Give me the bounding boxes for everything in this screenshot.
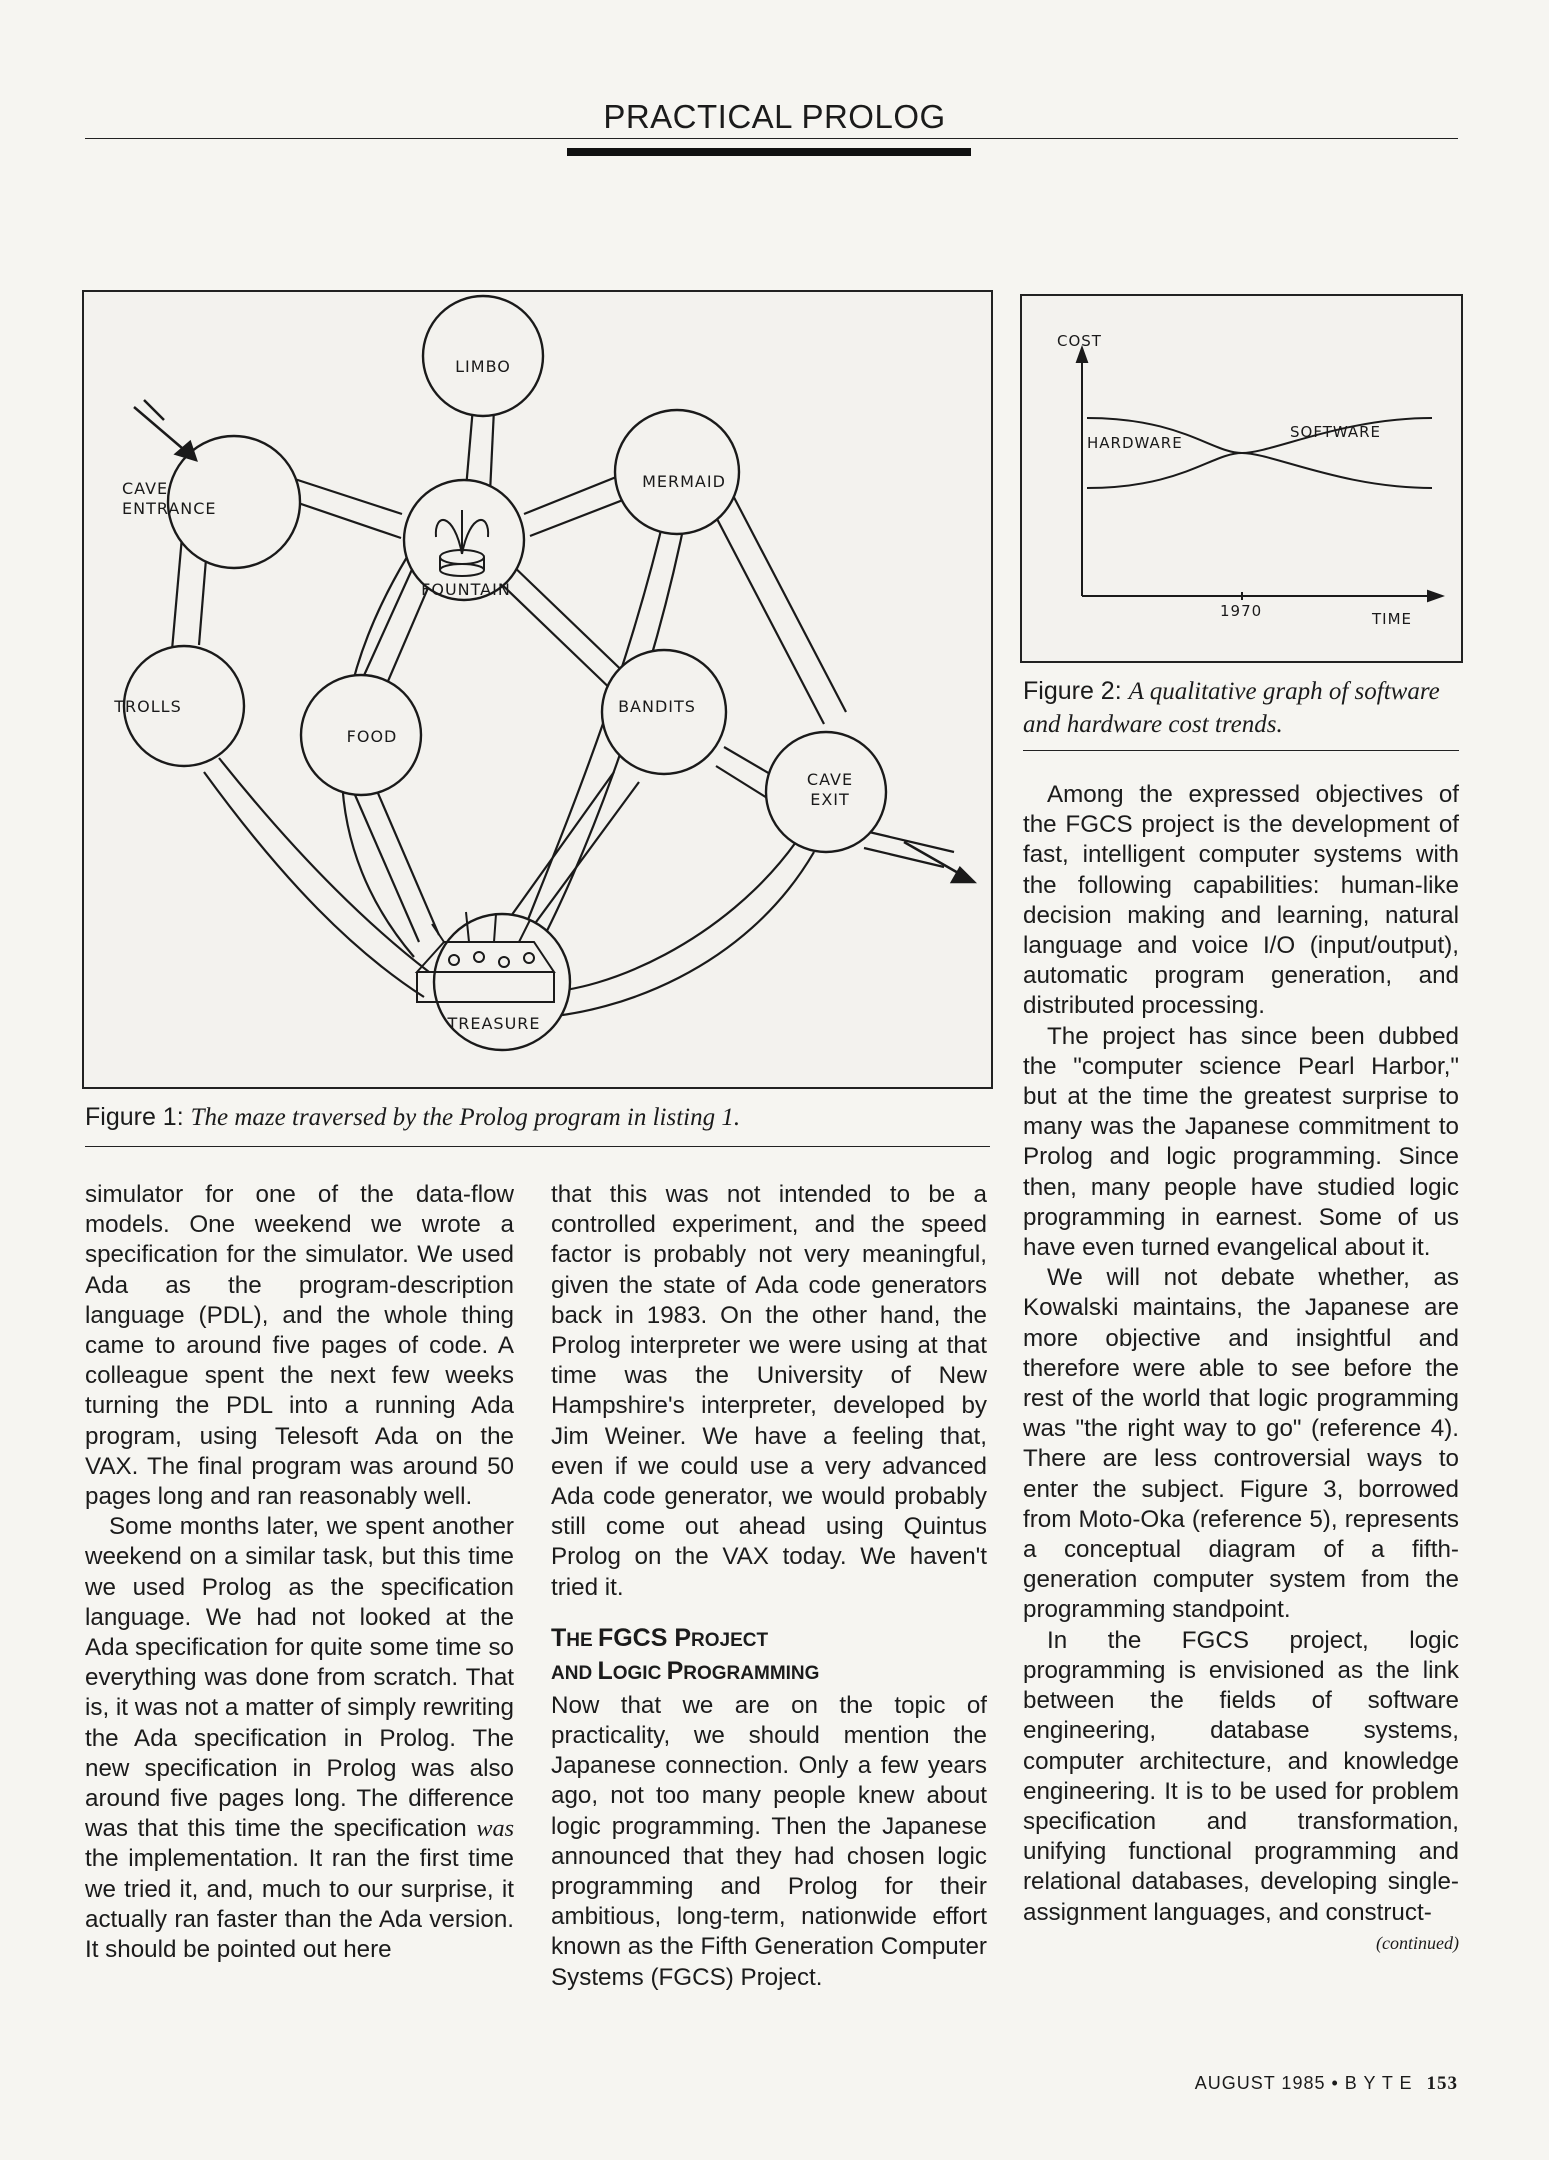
maze-diagram [84, 292, 991, 1087]
figure-1-caption [85, 1103, 990, 1132]
page-number: 153 [1426, 2073, 1458, 2094]
figure-2-caption [1023, 675, 1453, 741]
label-cave-exit-2: EXIT [810, 790, 850, 809]
col1-paragraph-1: simulator for one of the data-flow models. One weekend we wrote a specification for the simulator. We used Ada as the program-description language (PDL), and the whole thing came to around five pages of code. A colleague spent the next few weeks turning the PDL into a running Ada program, using Telesoft Ada on the VAX. The final program was around 50 pages long and ran reasonably well. [85, 1181, 514, 1511]
x-tick-label-1970: 1970 [1220, 602, 1263, 620]
y-axis-arrow [1077, 348, 1087, 362]
heading-and: AND [551, 1662, 598, 1684]
heading-l: L [597, 1656, 613, 1685]
label-cave-entrance-1: CAVE [122, 479, 169, 498]
series-label-software: SOFTWARE [1290, 423, 1382, 441]
col1-paragraph-2-b: the implementation. It ran the first time we tried it, and, much to our surprise, it actually ran faster than the Ada version. It should be pointed out here [85, 1845, 514, 1964]
column-2 [551, 1180, 987, 1993]
label-treasure: TREASURE [447, 1014, 541, 1033]
continued-note: (continued) [1376, 1932, 1459, 1953]
col1-paragraph-2-a: Some months later, we spent another weekend on a similar task, but this time we used Prolog as the specification language. We had not looked at the Ada specification for quite some time so everything was done from scratch. That is, it was not a matter of simply rewriting the Ada specification in Prolog. The new specification in Prolog was also around five pages long. The difference was that this time the specification [85, 1513, 514, 1843]
label-bandits: BANDITS [618, 697, 696, 716]
label-limbo: LIMBO [455, 357, 511, 376]
figure-1-caption-rule [85, 1146, 990, 1147]
cost-trend-chart [1022, 296, 1461, 661]
header-rule [85, 138, 1458, 139]
section-heading [551, 1623, 987, 1689]
column-1 [85, 1180, 514, 1965]
label-cave-entrance-2: ENTRANCE [122, 499, 217, 518]
y-axis-label: COST [1057, 332, 1102, 350]
running-header: PRACTICAL PROLOG [603, 98, 946, 135]
col3-paragraph-2: The project has since been dubbed the "computer science Pearl Harbor," but at the time the greatest surprise to many was the Japanese commitment to Prolog and logic programming. Since then, many people have studied logic programming in earnest. Some of us have even turned evangelical about it. [1023, 1022, 1459, 1262]
label-food: FOOD [346, 727, 398, 746]
col3-paragraph-3: We will not debate whether, as Kowalski maintains, the Japanese are more objective and insightful and therefore were able to see before the rest of the world that logic programming was "the right way to go" (reference 4). There are less controversial ways to enter the subject. Figure 3, borrowed from Moto-Oka (reference 5), represents a conceptual diagram of a fifth-generation computer system from the programming standpoint. [1023, 1264, 1459, 1624]
col2-paragraph-1: that this was not intended to be a controlled experiment, and the speed factor is probably not very meaningful, given the state of Ada code generators back in 1983. On the other hand, the Prolog interpreter we were using at that time was the University of New Hampshire's interpreter, developed by Jim Weiner. We have a feeling that, even if we could use a very advanced Ada code generator, we would probably still come out ahead using Quintus Prolog on the VAX today. We haven't tried it. [551, 1181, 987, 1601]
x-axis-label: TIME [1372, 610, 1413, 628]
figure-2-chart [1020, 294, 1463, 663]
label-fountain: FOUNTAIN [421, 580, 511, 599]
label-mermaid: MERMAID [642, 472, 726, 491]
figure-1-caption-label: Figure 1: [85, 1103, 184, 1131]
header-bar [567, 148, 971, 156]
col2-paragraph-2: Now that we are on the topic of practicality, we should mention the Japanese connection. Only a few years ago, not too many people knew about logic programming. Then the Japanese announced that they had chosen logic programming and Prolog for their ambitious, long-term, nationwide effort known as the Fifth Generation Computer Systems (FGCS) Project. [551, 1691, 987, 1991]
col1-paragraph-2-emphasis: was [476, 1815, 514, 1843]
label-trolls: TROLLS [114, 697, 182, 716]
figure-2-caption-rule [1023, 750, 1459, 751]
col3-paragraph-1: Among the expressed objectives of the FGCS project is the development of fast, intelligent computer systems with the following capabilities: human-like decision making and learning, natural language and voice I/O (input/output), automatic program generation, and distributed processing. [1023, 781, 1459, 1020]
heading-t: T [551, 1623, 567, 1652]
heading-roject: ROJECT [691, 1629, 769, 1651]
heading-he: HE [566, 1629, 598, 1651]
label-cave-exit-1: CAVE [806, 770, 854, 789]
heading-fgcs-p: FGCS P [597, 1623, 692, 1652]
heading-rogramming: ROGRAMMING [683, 1662, 820, 1684]
col3-paragraph-4: In the FGCS project, logic programming is envisioned as the link between the fields of software engineering, database systems, computer architecture, and knowledge engineering. It is to be used for problem specification and transformation, unifying functional programming and relational databases, developing single-assignment languages, and construct- [1023, 1626, 1459, 1926]
footer-issue: AUGUST 1985 • B Y T E [1194, 2073, 1413, 2093]
page-footer [1195, 2073, 1458, 2095]
heading-p: P [666, 1656, 684, 1685]
heading-ogic: OGIC [612, 1662, 667, 1684]
x-axis-arrow [1428, 591, 1442, 601]
figure-1-maze [82, 290, 993, 1089]
figure-2-caption-text: A qualitative graph of software and hardware cost trends. [1023, 678, 1440, 738]
column-3 [1023, 780, 1459, 1958]
figure-1-caption-text: The maze traversed by the Prolog program in listing 1. [190, 1104, 741, 1131]
room-limbo [423, 296, 543, 416]
series-label-hardware: HARDWARE [1087, 434, 1183, 452]
figure-2-caption-label: Figure 2: [1023, 677, 1122, 705]
col1-paragraph-2 [85, 1512, 514, 1965]
